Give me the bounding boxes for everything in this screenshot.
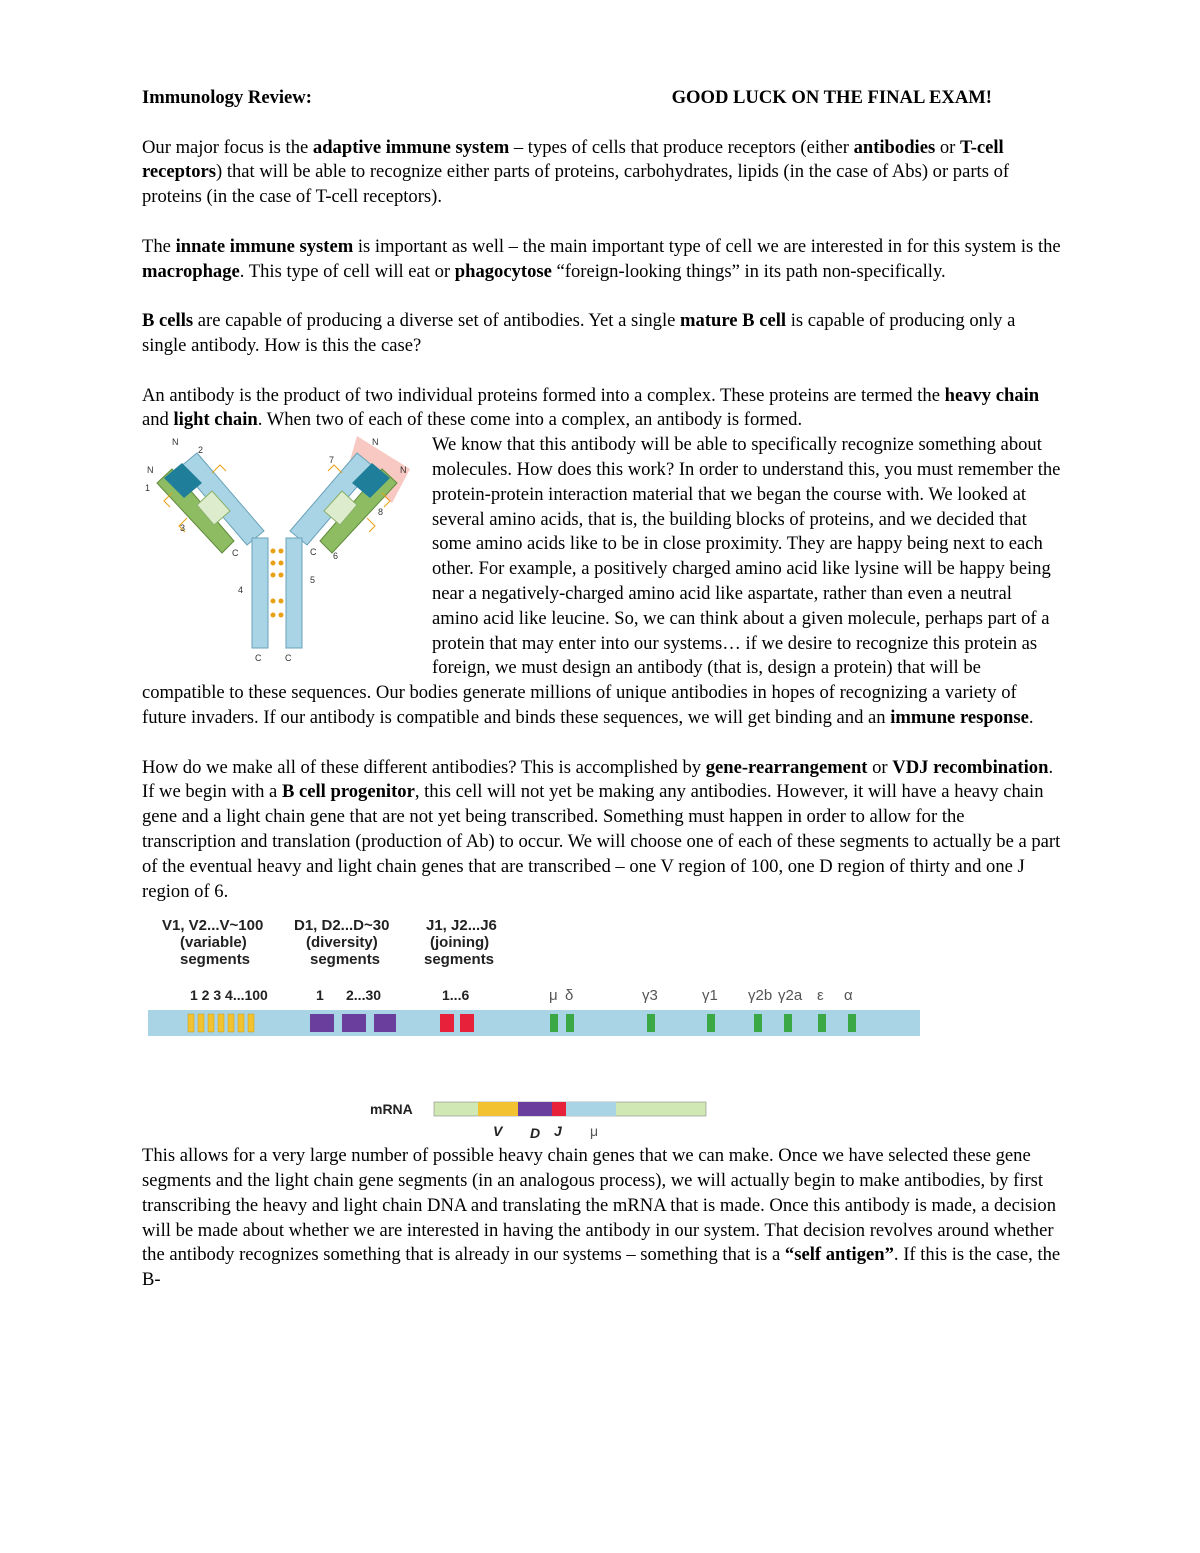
ab-label: N — [172, 437, 179, 448]
term: heavy chain — [944, 384, 1040, 406]
c-epsilon-label: ε — [817, 987, 824, 1005]
term: “self antigen” — [784, 1244, 894, 1266]
mrna-j-label: J — [554, 1123, 562, 1140]
v-header: V1, V2...V~100 — [162, 917, 264, 935]
mrna-label: mRNA — [370, 1101, 413, 1118]
text: , this cell will not yet be making any antibodies. However, it will have a heavy chain gene and a light chain gene that are not yet being transcribed. Something must happen in order to allow for the transcription and translation (production of Ab) to occur. We will choose one of each of these segments to actually be a part of the eventual heavy and light chain genes that are transcribed – one V region of 100, one D region of thirty and one J region of 6. — [142, 781, 1061, 902]
term: innate immune system — [175, 235, 354, 257]
ab-label: C — [285, 653, 292, 664]
text: We know that this antibody will be able to specifically recognize something about molecules. How does this work? In order to understand this, you must remember the protein-protein interaction material that we began the course with. We looked at several amino acids, that is, the building blocks of proteins, and we decided that some amino acids like to be in close proximity. They are happy being next to each other. For example, a positively charged amino acid like lysine will be happy being near a negatively-charged amino acid like aspartate, rather than even a neutral amino acid like leucine. So, we can think about a given molecule, perhaps part of a protein that may enter into our systems… if we desire to recognize this protein as foreign, we must design an antibody (that is, design a protein) that will be compatible to these sequences. Our bodies generate millions of unique antibodies in hopes of recognizing a variety of future invaders. If our antibody is compatible and binds these sequences, we will get binding and an — [142, 434, 1061, 728]
c-delta-label: δ — [565, 987, 574, 1005]
text: An antibody is the product of two individual proteins formed into a complex. These proteins are termed the — [142, 384, 945, 406]
ab-label: 6 — [333, 551, 339, 562]
text: . — [1028, 706, 1034, 728]
document-page — [142, 86, 1062, 1318]
term: mature B cell — [680, 310, 787, 332]
paragraph-vdj — [142, 756, 1062, 905]
term: immune response — [890, 706, 1029, 728]
term: T-cell receptors — [142, 136, 1004, 183]
v-sub1: (variable) — [180, 934, 247, 952]
mrna-v-label: V — [493, 1123, 503, 1140]
text: . When two of each of these come into a complex, an antibody is formed. — [257, 409, 803, 431]
text: This allows for a very large number of possible heavy chain genes that we can make. Once we have selected these gene segments and the light chain gene segments (in an analogous process), we will actually begin to make antibodies, by first transcribing the heavy and light chain DNA and translating the mRNA that is made. Once this antibody is made, a decision will be made about whether we are interested in having the antibody in our system. That decision revolves around whether the antibody recognizes something that is already in our systems – something that is a — [142, 1145, 1056, 1266]
paragraph-bcells — [142, 309, 1062, 359]
text: – types of cells that produce receptors (either — [509, 136, 854, 158]
ab-label: 5 — [310, 575, 316, 586]
ab-label: 1 — [145, 483, 151, 494]
c-gamma2a-label: γ2a — [778, 987, 803, 1005]
text: is important as well – the main important type of cell we are interested in for this system is the — [353, 235, 1061, 257]
text: . This type of cell will eat or — [239, 260, 455, 282]
term: macrophage — [142, 260, 240, 282]
text: “foreign-looking things” in its path non-specifically. — [551, 260, 946, 282]
ab-label: C — [310, 547, 317, 558]
d-header: D1, D2...D~30 — [294, 917, 390, 935]
d-numbers: 2...30 — [346, 987, 382, 1004]
j-sub2: segments — [424, 951, 495, 969]
v-numbers: 1 2 3 4...100 — [190, 987, 268, 1004]
ab-label: 2 — [198, 445, 204, 456]
c-alpha-label: α — [844, 987, 853, 1005]
mrna-figure — [368, 1094, 728, 1144]
text: . If we begin with a — [142, 756, 1054, 803]
d-sub2: segments — [310, 951, 381, 969]
paragraph-selection — [142, 1144, 1062, 1293]
text: is capable of producing only a single antibody. How is this the case? — [142, 310, 1016, 356]
term: adaptive immune system — [312, 136, 510, 158]
ab-label: C — [255, 653, 262, 664]
d-number-1: 1 — [316, 987, 324, 1004]
mrna-d-label: D — [530, 1125, 541, 1142]
text: How do we make all of these different antibodies? This is accomplished by — [142, 756, 706, 778]
term: B cell progenitor — [281, 781, 415, 803]
d-sub1: (diversity) — [306, 934, 378, 952]
j-sub1: (joining) — [430, 934, 490, 952]
dna-strand — [148, 1010, 920, 1036]
vdj-gene-figure — [144, 900, 934, 1050]
header-slogan: GOOD LUCK ON THE FINAL EXAM! — [671, 87, 992, 108]
text: ) that will be able to recognize either parts of proteins, carbohydrates, lipids (in the case of Abs) or parts of proteins (in the case of T-cell receptors). — [142, 161, 1010, 208]
text: or — [935, 136, 960, 158]
ab-label: 8 — [378, 507, 384, 518]
term: phagocytose — [454, 260, 552, 282]
text: are capable of producing a diverse set of antibodies. Yet a single — [193, 310, 681, 332]
ab-label: 7 — [329, 455, 335, 466]
text: or — [867, 756, 893, 778]
mrna-mu-label: μ — [590, 1123, 599, 1140]
term: VDJ recombination — [892, 756, 1049, 778]
ab-label: N — [400, 465, 407, 476]
paragraph-antibody — [142, 384, 1062, 434]
v-sub2: segments — [180, 951, 251, 969]
document-header — [142, 86, 992, 111]
term: B cells — [142, 310, 194, 332]
term: gene-rearrangement — [705, 756, 868, 778]
ab-label: N — [372, 437, 379, 448]
header-title: Immunology Review: — [142, 87, 312, 108]
paragraph-innate — [142, 235, 1062, 285]
ab-label: C — [232, 548, 239, 559]
ab-label: N — [147, 465, 154, 476]
antibody-structure-figure — [142, 433, 412, 663]
text: The — [142, 235, 176, 257]
term: light chain — [173, 409, 258, 431]
c-mu-label: μ — [549, 987, 558, 1005]
c-gamma1-label: γ1 — [702, 987, 718, 1005]
j-header: J1, J2...J6 — [426, 917, 497, 935]
text: and — [142, 409, 174, 431]
ab-label: 3 — [180, 523, 186, 534]
term: antibodies — [853, 136, 936, 158]
text: . If this is the case, the B- — [142, 1244, 1061, 1291]
paragraph-adaptive — [142, 136, 1062, 210]
text: Our major focus is the — [142, 136, 313, 158]
c-gamma2b-label: γ2b — [748, 987, 773, 1005]
ab-label: 4 — [238, 585, 244, 596]
j-numbers: 1...6 — [442, 987, 470, 1004]
c-gamma3-label: γ3 — [642, 987, 658, 1005]
